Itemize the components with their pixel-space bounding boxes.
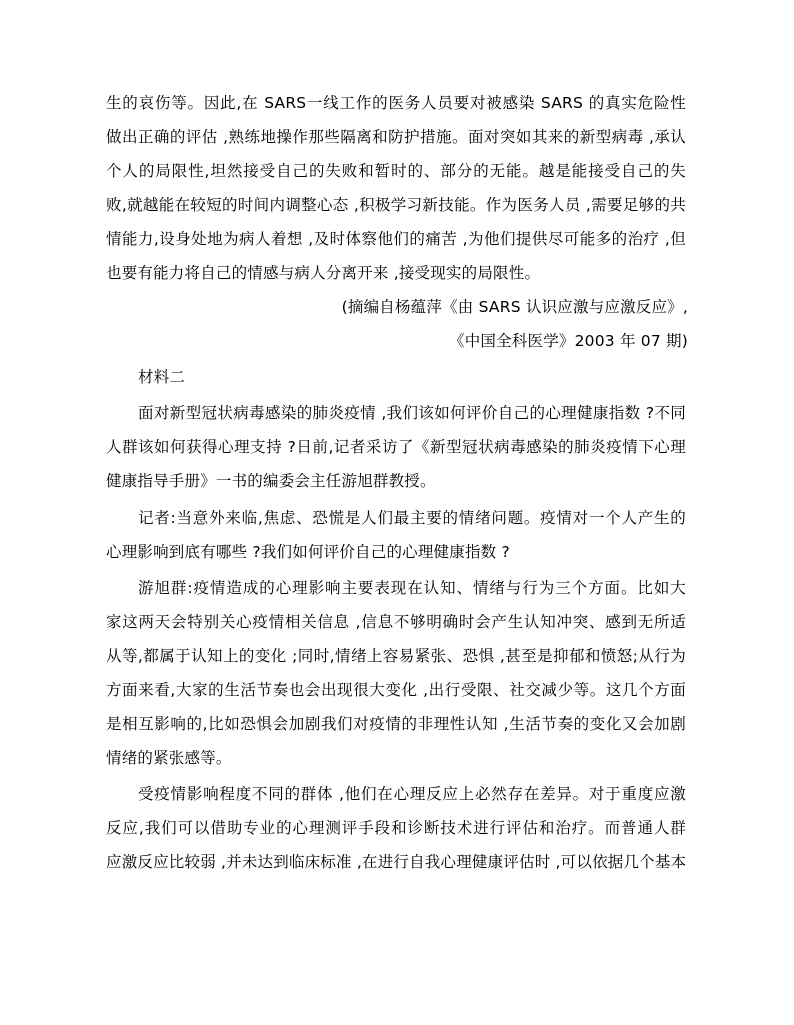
text-line: 受疫情影响程度不同的群体 ,他们在心理反应上必然存在差异。对于重度应激: [138, 785, 686, 803]
text-line: 应激反应比较弱 ,并未达到临床标准 ,在进行自我心理健康评估时 ,可以依据几个基本: [106, 853, 687, 871]
text-line: 家这两天会特别关心疫情相关信息 ,信息不够明确时会产生认知冲突、感到无所适: [106, 613, 686, 631]
text-line: 人群该如何获得心理支持 ?日前,记者采访了《新型冠状病毒感染的肺炎疫情下心理: [106, 438, 686, 456]
citation-line: (摘编自杨蕴萍《由 SARS 认识应激与应激反应》,: [341, 298, 688, 316]
text-line: 面对新型冠状病毒感染的肺炎疫情 ,我们该如何评价自己的心理健康指数 ?不同: [138, 404, 686, 422]
text-line: 情绪的紧张感等。: [106, 749, 232, 767]
text-line: 个人的局限性,坦然接受自己的失败和暂时的、部分的无能。越是能接受自己的失: [106, 162, 686, 180]
text-line: 也要有能力将自己的情感与病人分离开来 ,接受现实的局限性。: [106, 264, 541, 282]
text-line: 游旭群:疫情造成的心理影响主要表现在认知、情绪与行为三个方面。比如大: [138, 579, 686, 597]
text-line: 方面来看,大家的生活节奏也会出现很大变化 ,出行受限、社交减少等。这几个方面: [106, 681, 686, 699]
text-line: 败,就越能在较短的时间内调整心态 ,积极学习新技能。作为医务人员 ,需要足够的共: [106, 196, 686, 214]
section-heading: 材料二: [138, 368, 186, 386]
text-line: 健康指导手册》一书的编委会主任游旭群教授。: [106, 472, 436, 490]
text-line: 心理影响到底有哪些 ?我们如何评价自己的心理健康指数 ?: [106, 543, 510, 561]
text-line: 是相互影响的,比如恐惧会加剧我们对疫情的非理性认知 ,生活节奏的变化又会加剧: [106, 715, 686, 733]
text-line: 记者:当意外来临,焦虑、恐慌是人们最主要的情绪问题。疫情对一个人产生的: [138, 509, 686, 527]
text-line: 做出正确的评估 ,熟练地操作那些隔离和防护措施。面对突如其来的新型病毒 ,承认: [106, 128, 686, 146]
text-line: 反应,我们可以借助专业的心理测评手段和诊断技术进行评估和治疗。而普通人群: [106, 819, 686, 837]
citation-line: 《中国全科医学》2003 年 07 期): [449, 332, 688, 350]
text-line: 从等,都属于认知上的变化 ;同时,情绪上容易紧张、恐惧 ,甚至是抑郁和愤怒;从行为: [106, 647, 686, 665]
text-line: 生的哀伤等。因此,在 SARS一线工作的医务人员要对被感染 SARS 的真实危险性: [106, 94, 686, 112]
text-line: 情能力,设身处地为病人着想 ,及时体察他们的痛苦 ,为他们提供尽可能多的治疗 ,但: [106, 230, 686, 248]
